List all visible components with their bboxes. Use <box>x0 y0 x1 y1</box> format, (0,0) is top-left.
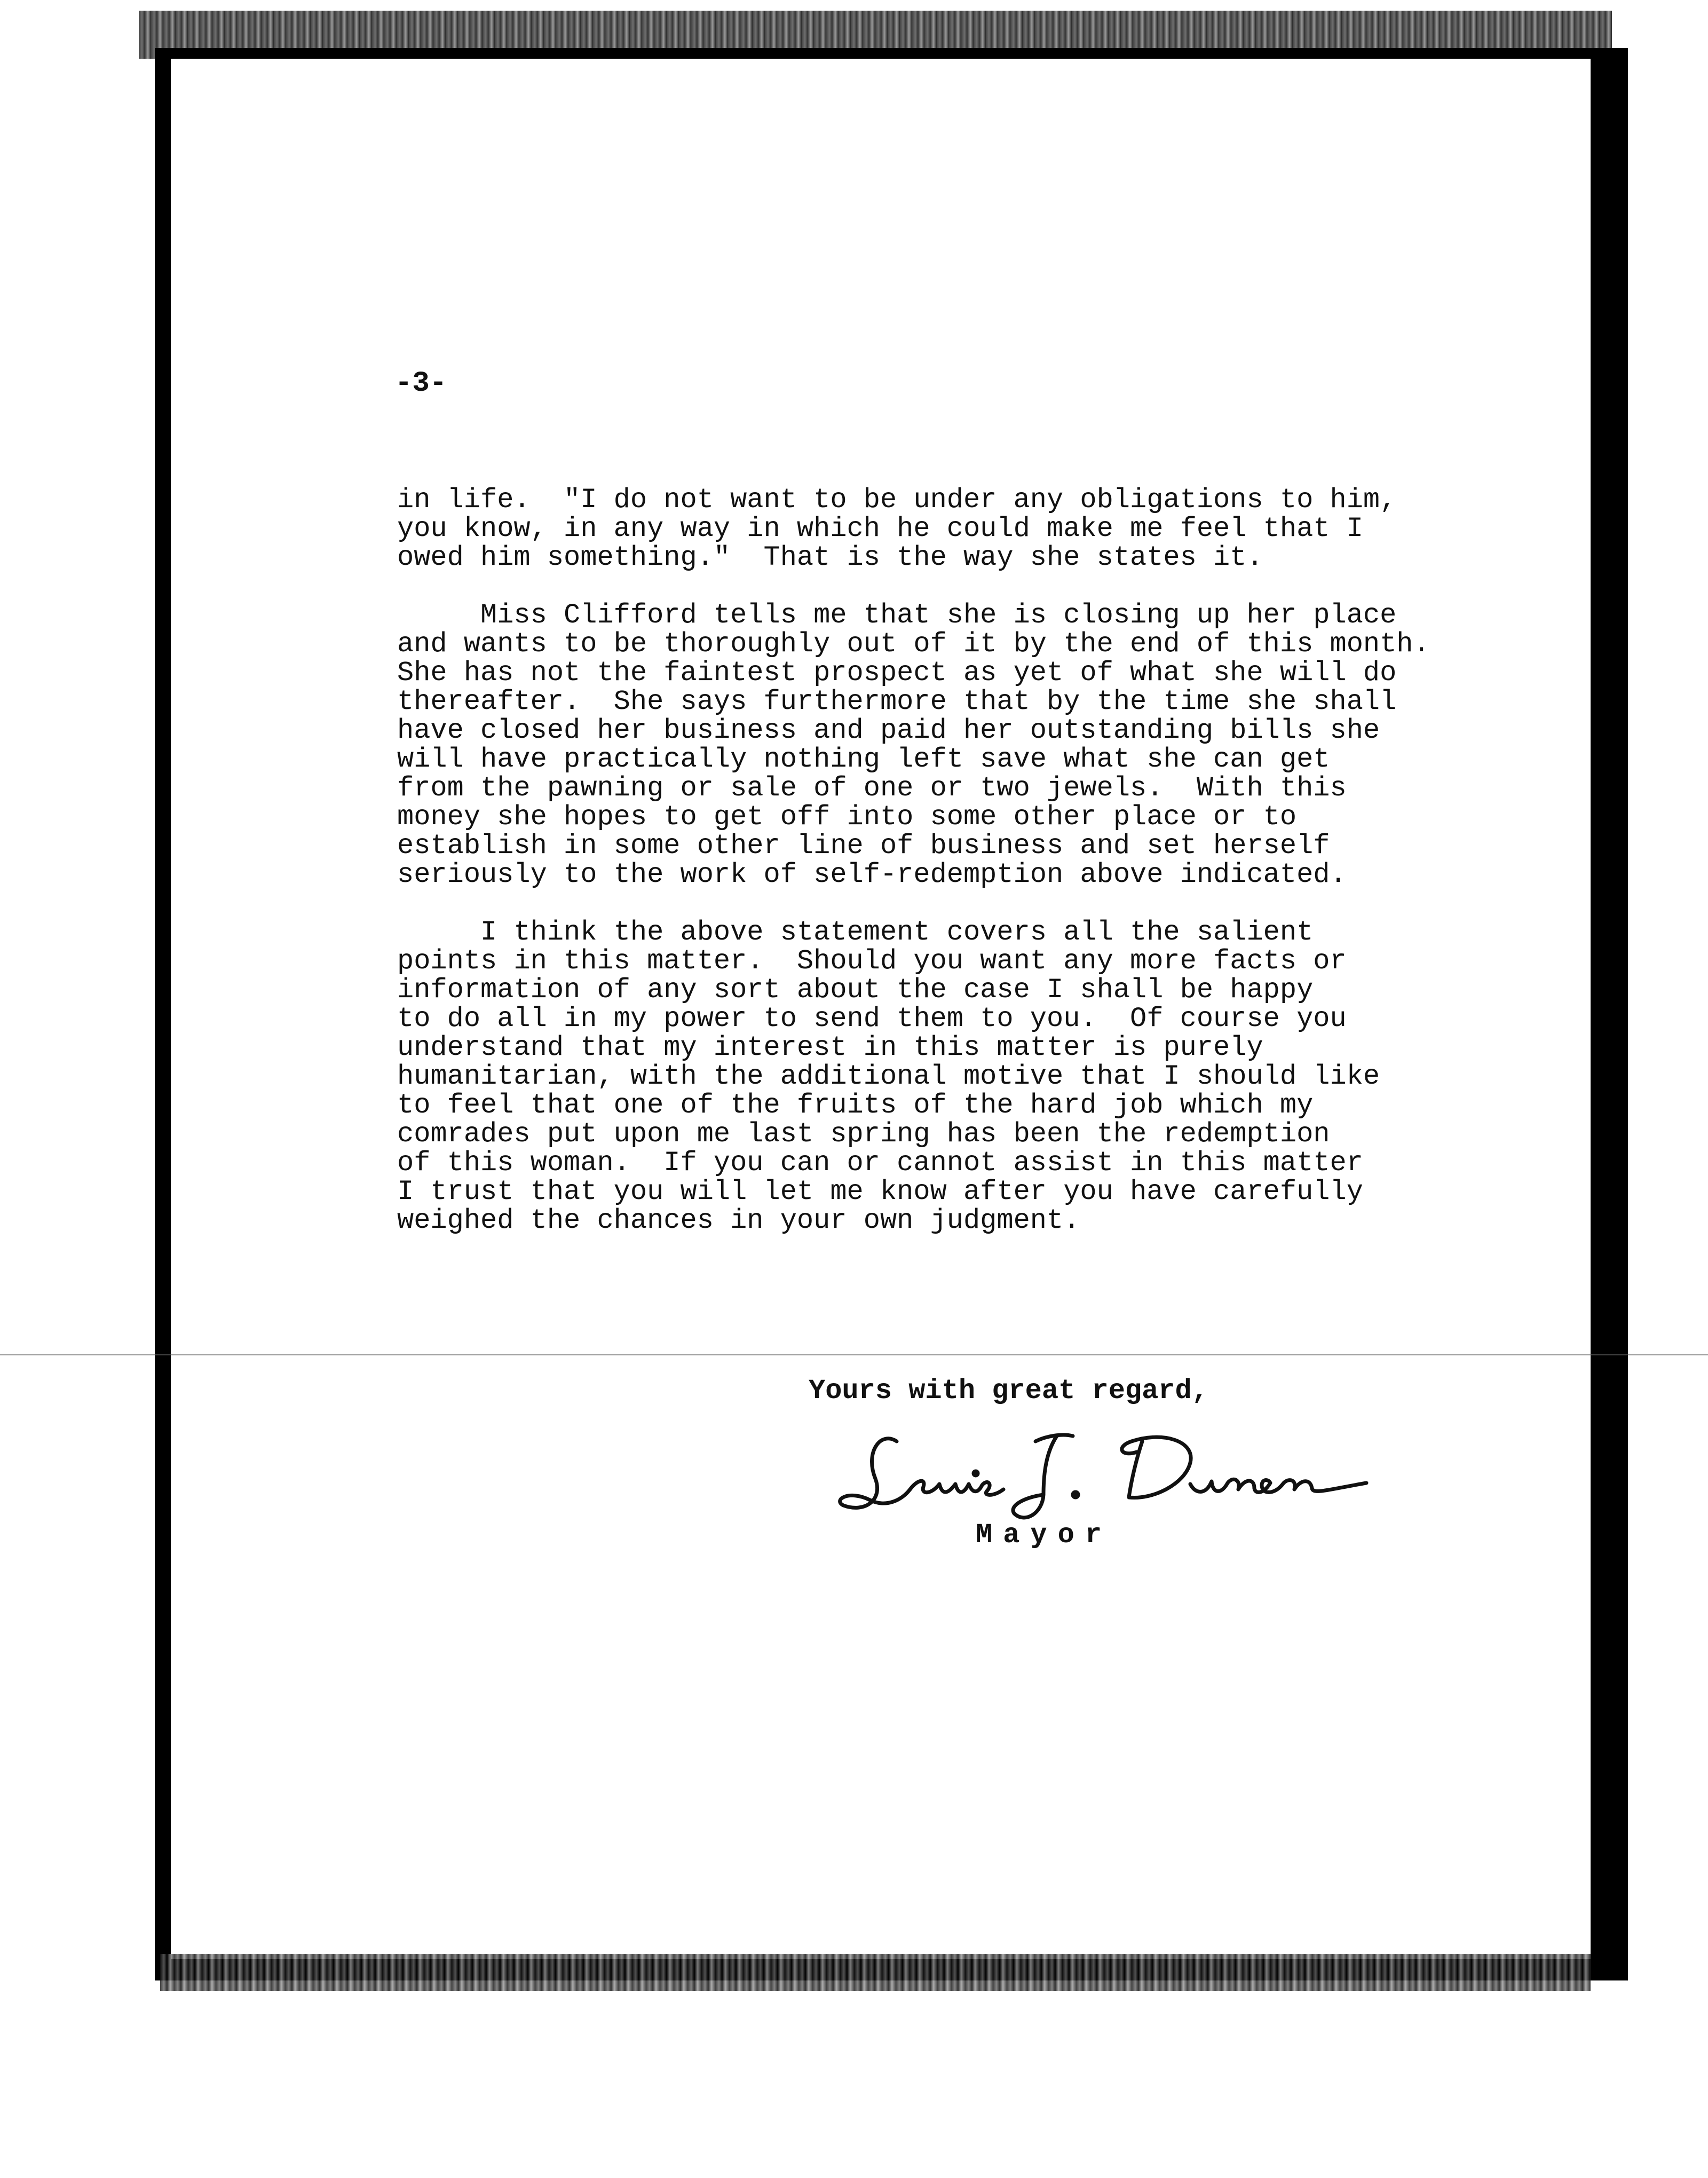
paragraph-1 <box>397 486 1465 572</box>
text-line: have closed her business and paid her outstanding bills she <box>397 715 1380 746</box>
page-number: -3- <box>395 367 447 400</box>
text-line: comrades put upon me last spring has been the redemption <box>397 1118 1330 1150</box>
text-line: points in this matter. Should you want any more facts or <box>397 945 1347 977</box>
text-line: in life. "I do not want to be under any obligations to him, <box>397 484 1397 516</box>
text-line: I trust that you will let me know after you have carefully <box>397 1176 1363 1208</box>
text-line: seriously to the work of self-redemption above indicated. <box>397 859 1347 890</box>
text-line: understand that my interest in this matter is purely <box>397 1032 1263 1063</box>
letter-body <box>397 486 1465 1264</box>
text-line: money she hopes to get off into some other place or to <box>397 801 1297 833</box>
fold-line <box>0 1354 1708 1355</box>
signer-title: Mayor <box>976 1519 1113 1551</box>
text-line: from the pawning or sale of one or two jewels. With this <box>397 772 1347 804</box>
text-line: humanitarian, with the additional motive that I should like <box>397 1061 1380 1092</box>
text-line: Miss Clifford tells me that she is closing up her place <box>397 599 1397 631</box>
text-line: thereafter. She says furthermore that by the time she shall <box>397 686 1397 717</box>
text-line: to feel that one of the fruits of the hard job which my <box>397 1090 1314 1121</box>
text-line: weighed the chances in your own judgment. <box>397 1205 1080 1236</box>
text-line: establish in some other line of business and set herself <box>397 830 1330 862</box>
text-line: of this woman. If you can or cannot assist in this matter <box>397 1147 1363 1179</box>
paragraph-2 <box>397 601 1465 889</box>
text-line: will have practically nothing left save what she can get <box>397 744 1330 775</box>
text-line: I think the above statement covers all the salient <box>397 917 1314 948</box>
text-line: to do all in my power to send them to you. Of course you <box>397 1003 1347 1035</box>
paragraph-3 <box>397 918 1465 1235</box>
text-line: owed him something." That is the way she states it. <box>397 542 1263 573</box>
closing-salutation: Yours with great regard, <box>809 1375 1208 1407</box>
handwritten-signature <box>833 1420 1388 1527</box>
text-line: information of any sort about the case I shall be happy <box>397 974 1314 1006</box>
scan-edge-bottom <box>160 1954 1591 1991</box>
text-line: you know, in any way in which he could make me feel that I <box>397 513 1363 544</box>
text-line: and wants to be thoroughly out of it by the end of this month. <box>397 628 1430 660</box>
text-line: She has not the faintest prospect as yet of what she will do <box>397 657 1397 689</box>
